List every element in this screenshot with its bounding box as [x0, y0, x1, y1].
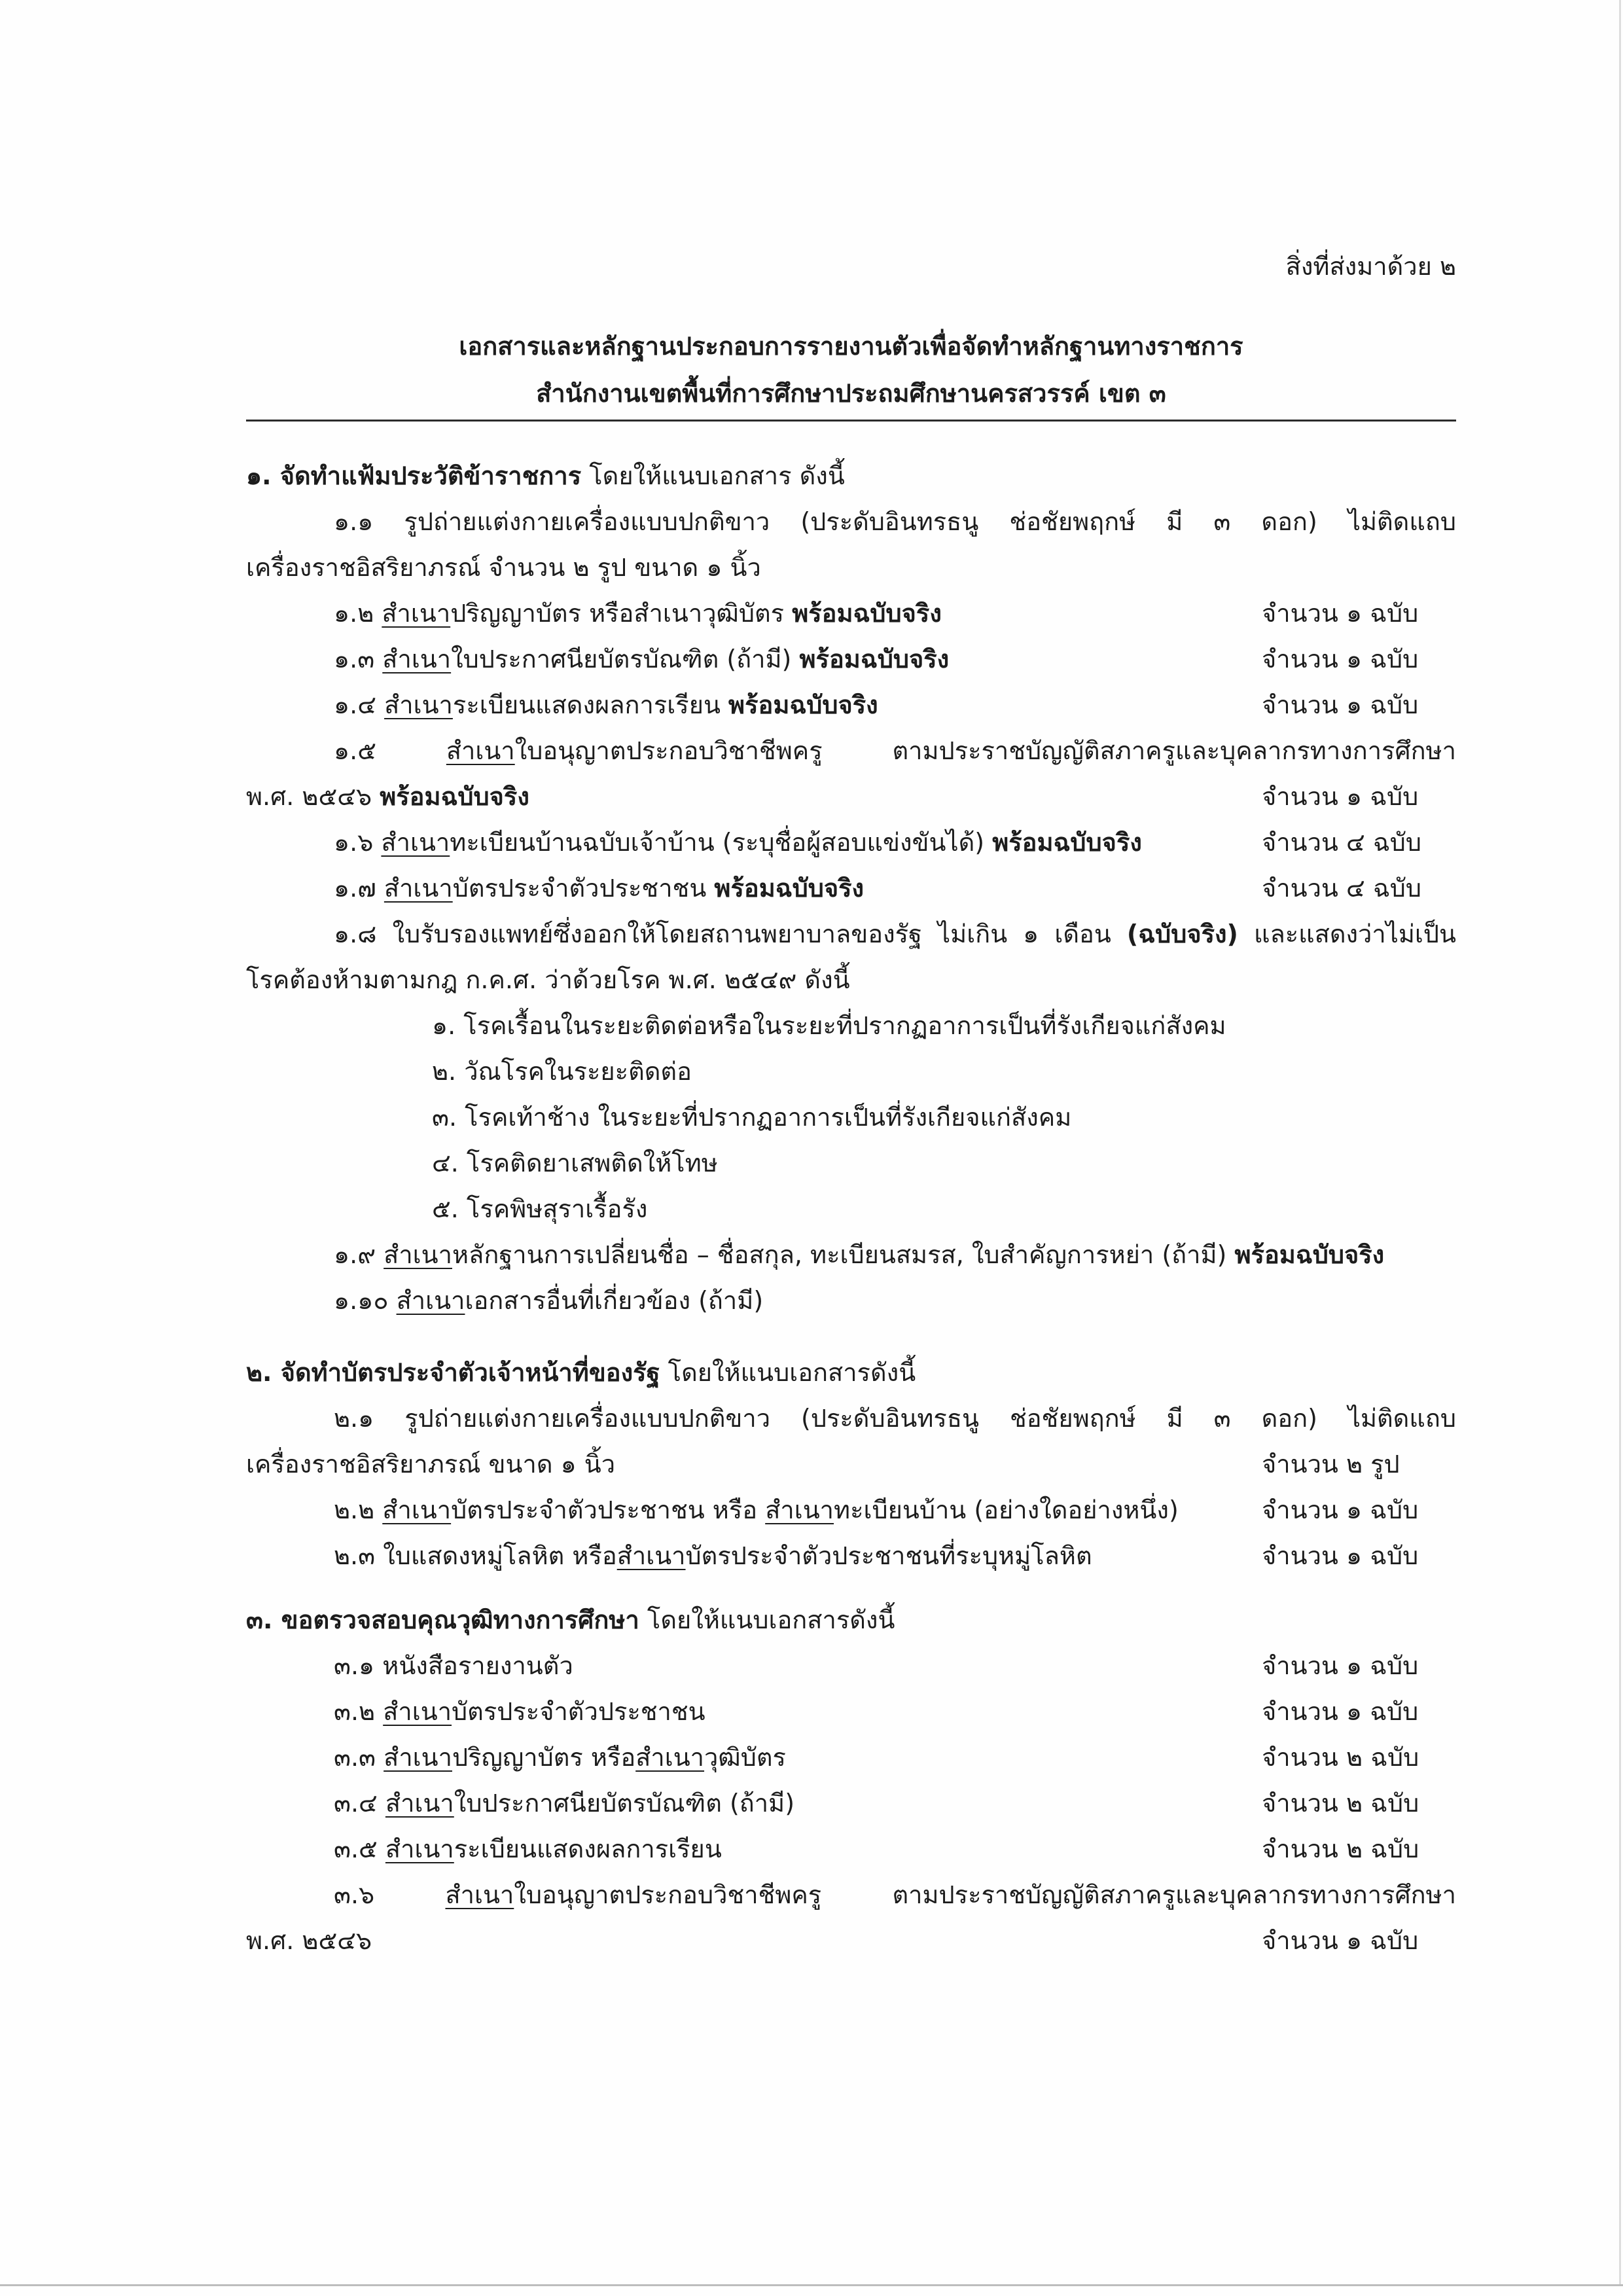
item-description: ระเบียนแสดงผลการเรียน	[452, 691, 721, 719]
item-continuation: พ.ศ. ๒๕๔๖	[246, 782, 372, 811]
disease-item-2: ๒. วัณโรคในระยะติดต่อ	[432, 1057, 692, 1086]
item-2-2	[246, 1487, 1456, 1533]
copy-label: สำเนา	[396, 1286, 465, 1315]
item-1-3	[246, 636, 1456, 682]
item-quantity: จำนวน ๑ ฉบับ	[1262, 1541, 1419, 1570]
disease-item-4: ๔. โรคติดยาเสพติดให้โทษ	[432, 1149, 718, 1177]
item-text	[334, 1533, 1262, 1579]
section-heading-title: ๓. ขอตรวจสอบคุณวุฒิทางการศึกษา	[246, 1605, 639, 1634]
item-number: ๑.๑	[334, 507, 374, 536]
item-text	[334, 865, 1262, 911]
item-number: ๓.๓	[334, 1743, 376, 1772]
document-title-line-1: เอกสารและหลักฐานประกอบการรายงานตัวเพื่อจัดทำหลักฐานทางราชการ	[459, 332, 1243, 361]
item-quantity: จำนวน ๑ ฉบับ	[1262, 691, 1419, 719]
item-quantity: จำนวน ๑ ฉบับ	[1262, 645, 1419, 673]
item-continuation: พ.ศ. ๒๕๔๖	[246, 1926, 372, 1955]
item-number: ๓.๕	[334, 1835, 378, 1863]
item-description: หนังสือรายงานตัว	[382, 1651, 573, 1680]
section-1	[246, 453, 1456, 1323]
item-3-2	[246, 1689, 1456, 1734]
item-1-5-line-2	[246, 774, 1456, 819]
item-quantity: จำนวน ๑ ฉบับ	[1262, 599, 1419, 628]
item-2-1-line-1	[246, 1395, 1456, 1441]
item-number: ๓.๑	[334, 1651, 375, 1680]
section-heading-suffix: โดยให้แนบเอกสารดังนี้	[668, 1358, 916, 1387]
copy-label: สำเนา	[616, 1541, 686, 1570]
item-description: หลักฐานการเปลี่ยนชื่อ – ชื่อสกุล, ทะเบียนสมรส, ใบสำคัญการหย่า (ถ้ามี)	[452, 1240, 1227, 1269]
attachment-label: สิ่งที่ส่งมาด้วย ๒	[1285, 252, 1456, 281]
copy-label: สำเนา	[382, 599, 451, 628]
item-1-2	[246, 590, 1456, 636]
section-2-heading	[246, 1350, 1456, 1395]
item-quantity: จำนวน ๔ ฉบับ	[1262, 828, 1421, 857]
item-quantity: จำนวน ๔ ฉบับ	[1262, 874, 1421, 903]
item-quantity: จำนวน ๒ รูป	[1262, 1450, 1400, 1479]
item-number: ๑.๕	[334, 736, 376, 765]
item-number: ๓.๖	[334, 1880, 375, 1909]
original-required-label: พร้อมฉบับจริง	[1234, 1240, 1385, 1269]
item-number: ๑.๙	[334, 1240, 376, 1269]
item-description: ระเบียนแสดงผลการเรียน	[454, 1835, 722, 1863]
item-number: ๒.๓	[334, 1541, 376, 1570]
item-description: บัตรประจำตัวประชาชน หรือ	[451, 1496, 758, 1524]
copy-label: สำเนา	[382, 645, 452, 673]
copy-label: สำเนา	[445, 1880, 514, 1909]
item-quantity: จำนวน ๑ ฉบับ	[1262, 1697, 1419, 1726]
item-3-5	[246, 1826, 1456, 1872]
disease-item-5: ๕. โรคพิษสุราเรื้อรัง	[432, 1194, 648, 1223]
section-2	[246, 1350, 1456, 1579]
item-number: ๑.๒	[334, 599, 374, 628]
item-number: ๑.๖	[334, 828, 374, 857]
item-3-4	[246, 1780, 1456, 1826]
item-description: รูปถ่ายแต่งกายเครื่องแบบปกติขาว (ประดับอินทรธนู ช่อชัยพฤกษ์ มี ๓ ดอก) ไม่ติดแถบ	[404, 507, 1456, 536]
item-text	[334, 1826, 1262, 1872]
section-heading-title: ๑. จัดทำแฟ้มประวัติข้าราชการ	[246, 461, 582, 490]
item-number: ๑.๑๐	[334, 1286, 389, 1315]
item-text	[334, 682, 1262, 728]
item-description: ใบประกาศนียบัตรบัณฑิต (ถ้ามี)	[454, 1789, 795, 1818]
item-continuation: เครื่องราชอิสริยาภรณ์ ขนาด ๑ นิ้ว	[246, 1450, 616, 1479]
item-3-1	[246, 1643, 1456, 1689]
item-description: ทะเบียนบ้านฉบับเจ้าบ้าน (ระบุชื่อผู้สอบแข่งขันได้)	[450, 828, 985, 857]
item-description: ใบประกาศนียบัตรบัณฑิต (ถ้ามี)	[451, 645, 792, 673]
item-text	[334, 819, 1262, 865]
item-1-10	[246, 1278, 1456, 1323]
section-heading-title: ๒. จัดทำบัตรประจำตัวเจ้าหน้าที่ของรัฐ	[246, 1358, 660, 1387]
copy-label: สำเนา	[383, 1743, 452, 1772]
copy-label: สำเนา	[383, 874, 453, 903]
item-text	[334, 1689, 1262, 1734]
item-description: ใบแสดงหมู่โลหิต หรือ	[383, 1541, 617, 1570]
item-1-8-line-2: โรคต้องห้ามตามกฎ ก.ค.ศ. ว่าด้วยโรค พ.ศ. ๒๕๔๙ ดังนี้	[246, 965, 850, 994]
disease-item-3: ๓. โรคเท้าช้าง ในระยะที่ปรากฏอาการเป็นที่รังเกียจแก่สังคม	[432, 1103, 1072, 1132]
item-text	[334, 1780, 1262, 1826]
item-quantity: จำนวน ๒ ฉบับ	[1262, 1835, 1419, 1863]
item-quantity: จำนวน ๑ ฉบับ	[1262, 1651, 1419, 1680]
original-required-label: พร้อมฉบับจริง	[714, 874, 865, 903]
section-heading-suffix: โดยให้แนบเอกสารดังนี้	[647, 1605, 895, 1634]
item-1-8-line-1	[246, 911, 1456, 957]
item-1-6	[246, 819, 1456, 865]
item-number: ๑.๘	[334, 920, 377, 948]
item-2-1-line-2	[246, 1441, 1456, 1487]
item-1-7	[246, 865, 1456, 911]
item-description: รูปถ่ายแต่งกายเครื่องแบบปกติขาว (ประดับอินทรธนู ช่อชัยพฤกษ์ มี ๓ ดอก) ไม่ติดแถบ	[404, 1404, 1456, 1433]
original-required-label: พร้อมฉบับจริง	[380, 782, 529, 811]
item-description: ทะเบียนบ้าน (อย่างใดอย่างหนึ่ง)	[834, 1496, 1179, 1524]
copy-label: สำเนา	[381, 828, 450, 857]
original-required-label: (ฉบับจริง)	[1126, 920, 1238, 948]
item-text	[334, 1734, 1262, 1780]
original-required-label: พร้อมฉบับจริง	[799, 645, 950, 673]
item-text	[334, 636, 1262, 682]
copy-label: สำเนา	[635, 1743, 705, 1772]
item-2-3	[246, 1533, 1456, 1579]
item-text	[334, 590, 1262, 636]
copy-label: สำเนา	[385, 1789, 454, 1818]
item-description: ใบอนุญาตประกอบวิชาชีพครู ตามประราชบัญญัติสภาครูและบุคลากรทางการศึกษา	[514, 736, 1456, 765]
original-required-label: พร้อมฉบับจริง	[992, 828, 1142, 857]
section-heading-suffix: โดยให้แนบเอกสาร ดังนี้	[589, 461, 845, 490]
item-description: ใบรับรองแพทย์ซึ่งออกให้โดยสถานพยาบาลของรัฐ ไม่เกิน ๑ เดือน	[392, 920, 1111, 948]
item-1-5-line-1	[246, 728, 1456, 774]
item-description: บัตรประจำตัวประชาชน	[452, 874, 707, 903]
item-number: ๒.๒	[334, 1496, 375, 1524]
item-text	[334, 1487, 1262, 1533]
copy-label: สำเนา	[385, 1835, 454, 1863]
item-quantity: จำนวน ๑ ฉบับ	[1262, 782, 1419, 811]
item-description: บัตรประจำตัวประชาชนที่ระบุหมู่โลหิต	[685, 1541, 1092, 1570]
disease-item-1: ๑. โรคเรื้อนในระยะติดต่อหรือในระยะที่ปรากฏอาการเป็นที่รังเกียจแก่สังคม	[432, 1011, 1226, 1040]
item-number: ๑.๗	[334, 874, 376, 903]
item-quantity: จำนวน ๑ ฉบับ	[1262, 1496, 1419, 1524]
item-1-9	[246, 1232, 1456, 1278]
document-title-line-2: สำนักงานเขตพื้นที่การศึกษาประถมศึกษานครสวรรค์ เขต ๓	[536, 379, 1166, 408]
item-3-3	[246, 1734, 1456, 1780]
original-required-label: พร้อมฉบับจริง	[792, 599, 942, 628]
item-quantity: จำนวน ๑ ฉบับ	[1262, 1926, 1419, 1955]
item-description-after: และแสดงว่าไม่เป็น	[1253, 920, 1456, 948]
item-3-6-line-1	[246, 1872, 1456, 1918]
section-3	[246, 1597, 1456, 1964]
item-number: ๑.๔	[334, 691, 376, 719]
copy-label: สำเนา	[383, 1697, 452, 1726]
item-1-4	[246, 682, 1456, 728]
copy-label: สำเนา	[384, 691, 453, 719]
item-description: ปริญญาบัตร หรือสำเนาวุฒิบัตร	[450, 599, 785, 628]
item-description: เอกสารอื่นที่เกี่ยวข้อง (ถ้ามี)	[465, 1286, 764, 1315]
title-divider	[246, 420, 1456, 422]
item-quantity: จำนวน ๒ ฉบับ	[1262, 1789, 1419, 1818]
document-title	[246, 323, 1456, 417]
item-1-1-line-2: เครื่องราชอิสริยาภรณ์ จำนวน ๒ รูป ขนาด ๑ นิ้ว	[246, 553, 761, 582]
item-number: ๓.๔	[334, 1789, 378, 1818]
item-text	[246, 774, 1262, 819]
document-body	[246, 453, 1456, 1964]
item-1-1-line-1	[246, 499, 1456, 545]
item-number: ๑.๓	[334, 645, 375, 673]
scan-edge-bottom	[0, 2284, 1623, 2286]
item-description: ปริญญาบัตร หรือ	[452, 1743, 636, 1772]
item-description: บัตรประจำตัวประชาชน	[452, 1697, 705, 1726]
item-description: วุฒิบัตร	[704, 1743, 786, 1772]
item-number: ๒.๑	[334, 1404, 374, 1433]
item-description: ใบอนุญาตประกอบวิชาชีพครู ตามประราชบัญญัติสภาครูและบุคลากรทางการศึกษา	[514, 1880, 1456, 1909]
section-1-heading	[246, 453, 1456, 499]
item-text	[334, 1643, 1262, 1689]
copy-label: สำเนา	[382, 1496, 452, 1524]
item-number: ๓.๒	[334, 1697, 376, 1726]
copy-label: สำเนา	[383, 1240, 452, 1269]
item-3-6-line-2	[246, 1918, 1456, 1964]
copy-label: สำเนา	[446, 736, 515, 765]
item-quantity: จำนวน ๒ ฉบับ	[1262, 1743, 1419, 1772]
original-required-label: พร้อมฉบับจริง	[728, 691, 878, 719]
copy-label: สำเนา	[765, 1496, 834, 1524]
section-3-heading	[246, 1597, 1456, 1643]
scan-edge-right	[1619, 0, 1621, 2284]
